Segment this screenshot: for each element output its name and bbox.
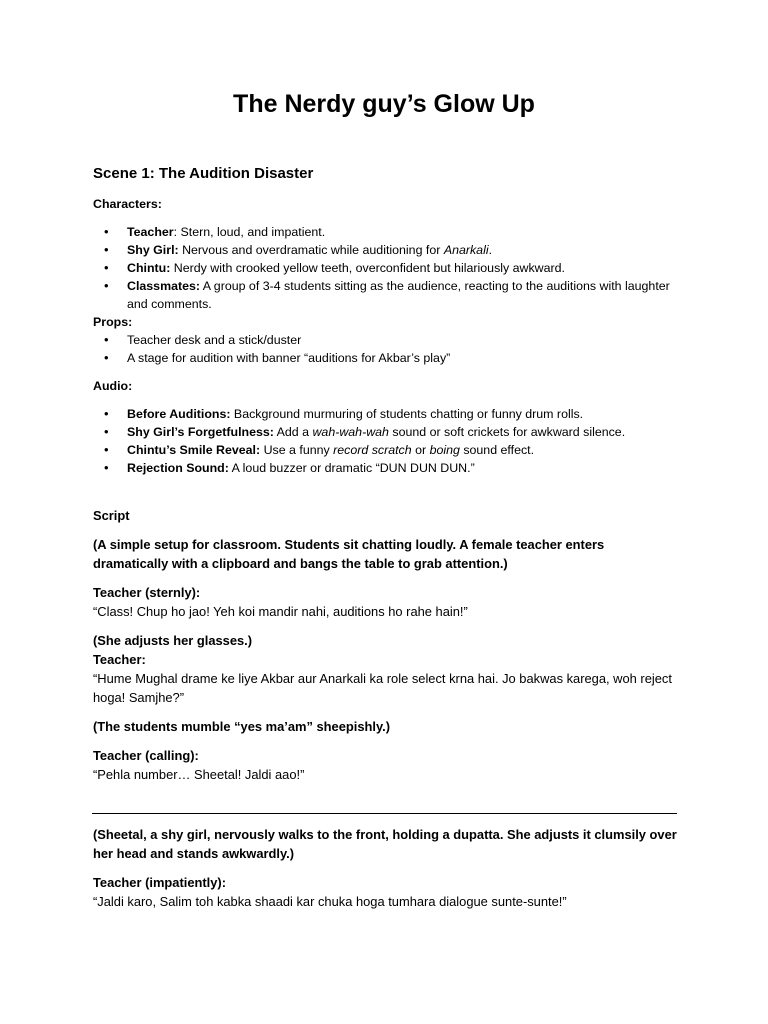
dialogue-line: “Class! Chup ho jao! Yeh koi mandir nahi, auditions ho rahe hain!”: [93, 604, 468, 619]
characters-list: [93, 223, 683, 313]
script-label: Script: [93, 508, 130, 523]
stage-direction: (Sheetal, a shy girl, nervously walks to the front, holding a dupatta. She adjusts it clumsily over her head and stands awkwardly.): [93, 827, 677, 861]
dialogue-block: [93, 631, 683, 707]
list-item: • Rejection Sound: A loud buzzer or dramatic “DUN DUN DUN.”: [93, 459, 683, 477]
audio-section: [93, 377, 683, 477]
list-item: • Before Auditions: Background murmuring of students chatting or funny drum rolls.: [93, 405, 683, 423]
list-item: • Chintu: Nerdy with crooked yellow teeth, overconfident but hilariously awkward.: [93, 259, 683, 277]
audio-label: Audio:: [93, 379, 133, 393]
stage-direction: (A simple setup for classroom. Students sit chatting loudly. A female teacher enters dramatically with a clipboard and bangs the table to grab attention.): [93, 537, 605, 571]
list-item: • Chintu’s Smile Reveal: Use a funny record scratch or boing sound effect.: [93, 441, 683, 459]
document-title: The Nerdy guy’s Glow Up: [233, 90, 535, 118]
dialogue-block: [93, 873, 683, 911]
props-list: [93, 331, 683, 367]
speaker-label: Teacher (impatiently):: [93, 875, 226, 890]
props-label: Props:: [93, 315, 133, 329]
horizontal-divider: [92, 813, 677, 814]
dialogue-block: [93, 746, 683, 784]
audio-list: [93, 405, 683, 477]
speaker-label: Teacher (calling):: [93, 748, 199, 763]
characters-section: [93, 195, 683, 367]
dialogue-line: “Pehla number… Sheetal! Jaldi aao!”: [93, 767, 305, 782]
list-item: • Shy Girl’s Forgetfulness: Add a wah-wah-wah sound or soft crickets for awkward silence.: [93, 423, 683, 441]
dialogue-line: “Hume Mughal drame ke liye Akbar aur Anarkali ka role select krna hai. Jo bakwas karega, woh reject hoga! Samjhe?”: [93, 671, 672, 705]
stage-direction: (She adjusts her glasses.): [93, 633, 253, 648]
dialogue-block: [93, 583, 683, 621]
list-item: • Shy Girl: Nervous and overdramatic while auditioning for Anarkali.: [93, 241, 683, 259]
characters-label: Characters:: [93, 197, 162, 211]
speaker-label: Teacher:: [93, 652, 146, 667]
scene-heading: Scene 1: The Audition Disaster: [93, 165, 314, 182]
list-item: • Teacher desk and a stick/duster: [93, 331, 683, 349]
speaker-label: Teacher (sternly):: [93, 585, 201, 600]
list-item: • A stage for audition with banner “auditions for Akbar’s play”: [93, 349, 683, 367]
list-item: • Classmates: A group of 3-4 students sitting as the audience, reacting to the auditions with laughter and comments.: [93, 277, 683, 313]
stage-direction: (The students mumble “yes ma’am” sheepishly.): [93, 719, 391, 734]
dialogue-line: “Jaldi karo, Salim toh kabka shaadi kar chuka hoga tumhara dialogue sunte-sunte!”: [93, 894, 567, 909]
list-item: • Teacher: Stern, loud, and impatient.: [93, 223, 683, 241]
